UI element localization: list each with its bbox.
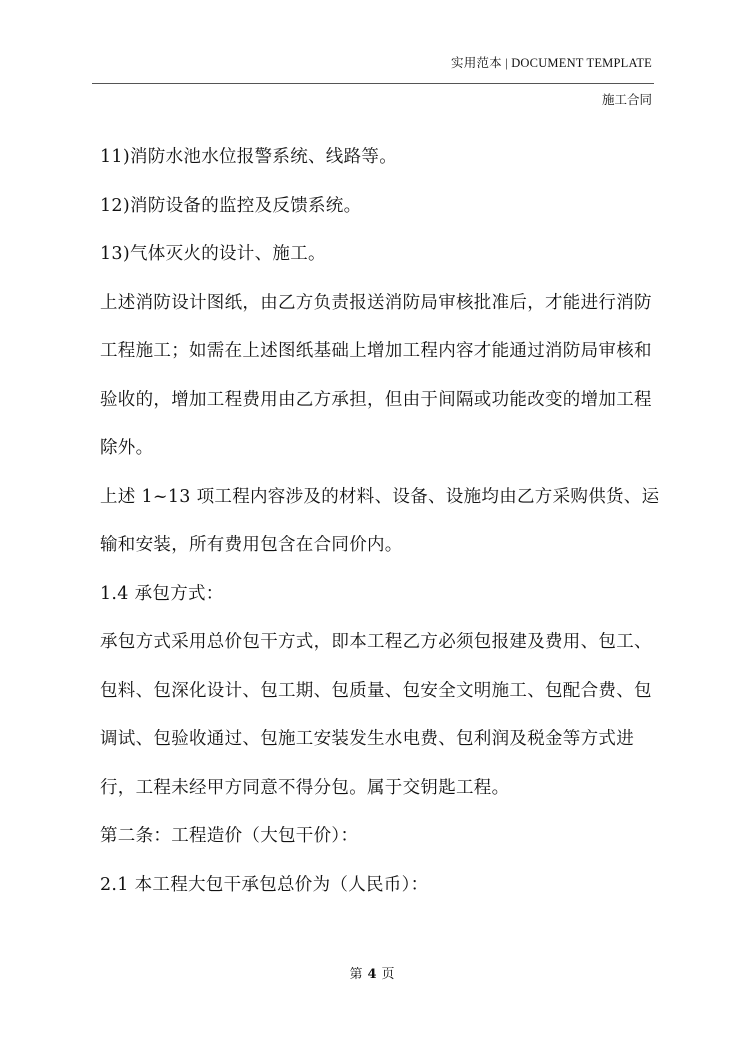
paragraph: 承包方式采用总价包干方式，即本工程乙方必须包报建及费用、包工、包料、包深化设计、包工期、包质量、包安全文明施工、包配合费、包调试、包验收通过、包施工安装发生水电费、包利润及税金等方式进行，工程未经甲方同意不得分包。属于交钥匙工程。: [100, 632, 652, 798]
header-title: 实用范本 | DOCUMENT TEMPLATE: [451, 56, 652, 70]
page-footer: [0, 963, 744, 982]
paragraph: 上述 1~13 项工程内容涉及的材料、设备、设施均由乙方采购供货、运输和安装，所有费用包含在合同价内。: [100, 486, 660, 555]
paragraph: 13)气体灭火的设计、施工。: [100, 244, 326, 264]
page-prefix: 第: [349, 967, 363, 982]
header-divider: [92, 83, 654, 84]
page-number: 4: [367, 967, 377, 982]
page-suffix: 页: [381, 967, 395, 982]
paragraph: 11)消防水池水位报警系统、线路等。: [100, 147, 397, 167]
section-heading: 1.4 承包方式：: [100, 583, 224, 604]
section-heading: 第二条：工程造价（大包干价）：: [100, 826, 359, 846]
header-subtitle: 施工合同: [601, 92, 652, 107]
paragraph: 2.1 本工程大包干承包总价为（人民币）：: [100, 874, 429, 895]
paragraph: 上述消防设计图纸，由乙方负责报送消防局审核批准后，才能进行消防工程施工；如需在上述图纸基础上增加工程内容才能通过消防局审核和验收的，增加工程费用由乙方承担，但由于间隔或功能改变的增加工程除外。: [100, 292, 652, 458]
document-body: [100, 133, 660, 909]
paragraph: 12)消防设备的监控及反馈系统。: [100, 195, 362, 216]
